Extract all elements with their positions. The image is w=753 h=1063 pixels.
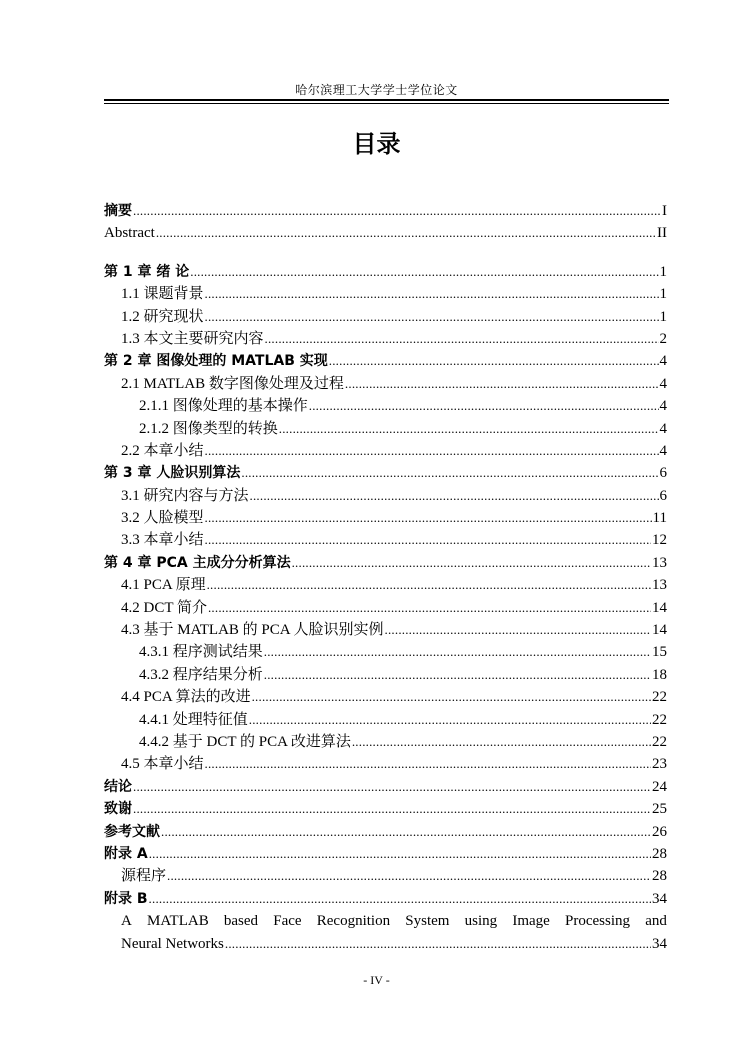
toc-entry-title: 结论 [104,778,132,795]
toc-entry[interactable] [104,731,667,753]
toc-entry-title: 1.3 本文主要研究内容 [121,330,264,347]
toc-entry-title: 2.2 本章小结 [121,442,204,459]
toc-entry-page: 15 [652,644,667,661]
toc-entry-title: 4.3.1 程序测试结果 [139,644,263,661]
toc-entry-word: MATLAB [147,913,209,930]
toc-entry-title: 摘要 [104,203,132,219]
toc-entry[interactable] [104,485,667,507]
toc-entry-page: 22 [652,711,667,728]
toc-entry-title: 源程序 [121,868,167,885]
toc-entry-page: 4 [659,375,667,392]
toc-entry-word: using [464,913,498,930]
toc-entry-title: 第 2 章 图像处理的 MATLAB 实现 [104,353,328,370]
toc-entry-title: 致谢 [104,801,132,818]
toc-entry-title: 2.1 MATLAB 数字图像处理及过程 [121,375,344,392]
toc-entry-word: Image [512,913,550,930]
toc-entry-title: 4.1 PCA 原理 [121,577,206,594]
toc-entry-page: 25 [652,801,667,818]
header-rule-thick [104,99,669,101]
toc-entry-page: 23 [652,756,667,773]
toc-entry-title: 参考文献 [104,823,160,840]
table-of-contents [104,200,667,955]
header-rule-thin [104,103,669,104]
toc-entry-title: 3.3 本章小结 [121,532,204,549]
toc-leader-dots [249,709,651,731]
toc-leader-dots [252,686,651,708]
toc-leader-dots [205,283,659,305]
toc-leader-dots [161,821,651,843]
toc-entry-line1 [121,910,667,932]
toc-leader-dots [385,619,651,641]
toc-leader-dots [133,200,661,222]
toc-entry-page: 14 [652,622,667,639]
toc-entry-page: 22 [652,733,667,750]
toc-entry[interactable] [104,709,667,731]
toc-entry-word: System [405,913,450,930]
toc-entry[interactable] [104,843,667,865]
toc-entry[interactable] [104,440,667,462]
toc-entry[interactable] [104,664,667,686]
toc-entry[interactable] [104,200,667,222]
toc-entry-page: 11 [652,510,667,527]
toc-entry[interactable] [104,776,667,798]
toc-entry[interactable] [104,686,667,708]
toc-entry-page: 28 [652,868,667,885]
toc-entry[interactable] [104,395,667,417]
toc-leader-dots [309,395,659,417]
running-header: 哈尔滨理工大学学士学位论文 [295,83,458,97]
toc-entry[interactable] [104,418,667,440]
toc-entry[interactable] [104,306,667,328]
toc-entry-title: 4.2 DCT 简介 [121,599,207,616]
toc-leader-dots [207,574,651,596]
toc-leader-dots [279,418,659,440]
toc-leader-dots [133,776,651,798]
toc-entry-title: 3.2 人脸模型 [121,510,204,527]
toc-entry-page: 2 [659,330,667,347]
toc-entry-word: Processing [565,913,631,930]
toc-front-matter [104,200,667,245]
toc-entry-title: 1.2 研究现状 [121,308,204,325]
toc-entry[interactable] [104,222,667,244]
toc-leader-dots [205,440,659,462]
toc-entry-title: 4.4.2 基于 DCT 的 PCA 改进算法 [139,733,351,750]
toc-main [104,261,667,910]
toc-leader-dots [205,507,652,529]
toc-leader-dots [156,222,656,244]
toc-leader-dots [264,664,651,686]
toc-leader-dots [250,485,659,507]
toc-leader-dots [190,261,658,283]
toc-leader-dots [292,552,651,574]
toc-entry[interactable] [104,283,667,305]
toc-entry-page: II [657,225,667,242]
toc-entry[interactable] [104,597,667,619]
toc-entry-title: 1.1 课题背景 [121,286,204,303]
toc-leader-dots [133,798,651,820]
toc-leader-dots [265,328,659,350]
toc-leader-dots [205,306,659,328]
toc-entry-page: 6 [659,487,667,504]
toc-entry-title: Abstract [104,225,155,242]
toc-entry-page: 4 [659,353,667,370]
toc-entry[interactable] [104,865,667,887]
toc-entry[interactable] [104,350,667,372]
toc-leader-dots [149,888,651,910]
toc-entry-page: 13 [652,577,667,594]
toc-entry-page: 14 [652,599,667,616]
toc-entry-word: Face [273,913,302,930]
toc-entry-title: 第 3 章 人脸识别算法 [104,465,241,482]
toc-entry-appendix-b-item[interactable] [104,910,667,955]
toc-leader-dots [264,641,651,663]
toc-entry-page: 26 [652,823,667,840]
toc-entry[interactable] [104,821,667,843]
toc-entry[interactable] [104,574,667,596]
toc-entry[interactable] [104,888,667,910]
toc-leader-dots [225,933,651,955]
toc-entry-page: 1 [659,308,667,325]
toc-entry-word: and [645,913,667,930]
toc-entry-page: 34 [652,935,667,952]
toc-entry-title: 4.4 PCA 算法的改进 [121,689,251,706]
toc-entry[interactable] [104,529,667,551]
toc-entry-title: 4.4.1 处理特征值 [139,711,248,728]
toc-entry-page: 18 [652,666,667,683]
toc-entry-title: 附录 B [104,890,148,907]
toc-leader-dots [205,753,651,775]
toc-entry-word: A [121,913,132,930]
toc-entry-word: Recognition [316,913,391,930]
toc-entry-page: 4 [659,398,667,415]
toc-entry-page: 22 [652,689,667,706]
toc-entry-title: 附录 A [104,845,148,862]
toc-entry-title: 4.3.2 程序结果分析 [139,666,263,683]
toc-entry-title: 2.1.2 图像类型的转换 [139,420,278,437]
toc-entry-title: 2.1.1 图像处理的基本操作 [139,398,308,415]
toc-entry-page: 28 [652,845,667,862]
toc-entry[interactable] [104,462,667,484]
toc-entry-page: 4 [659,442,667,459]
toc-entry[interactable] [104,373,667,395]
toc-entry-title: 第 1 章 绪 论 [104,263,190,280]
toc-entry[interactable] [104,641,667,663]
toc-entry-title-line2: Neural Networks [121,935,224,952]
toc-entry-page: 24 [652,778,667,795]
toc-gap [104,245,667,261]
toc-leader-dots [167,865,651,887]
toc-entry-title: 4.3 基于 MATLAB 的 PCA 人脸识别实例 [121,622,384,639]
toc-entry-page: 6 [659,465,667,482]
toc-entry-title: 3.1 研究内容与方法 [121,487,249,504]
toc-entry[interactable] [104,507,667,529]
toc-entry[interactable] [104,552,667,574]
page-number-footer: - IV - [363,973,390,987]
page-title: 目录 [352,130,401,158]
toc-entry[interactable] [104,619,667,641]
toc-entry[interactable] [104,261,667,283]
toc-entry-title: 第 4 章 PCA 主成分分析算法 [104,554,291,571]
toc-leader-dots [149,843,651,865]
toc-leader-dots [329,350,659,372]
toc-entry[interactable] [104,798,667,820]
toc-leader-dots [205,529,651,551]
toc-entry-page: 1 [659,286,667,303]
toc-entry-page: 13 [652,554,667,571]
toc-entry[interactable] [104,753,667,775]
toc-entry-page: 12 [652,532,667,549]
toc-leader-dots [208,597,651,619]
toc-entry-page: I [662,203,667,219]
toc-leader-dots [352,731,651,753]
toc-entry-page: 1 [659,263,667,280]
toc-entry[interactable] [104,328,667,350]
toc-entry-word: based [223,913,259,930]
toc-entry-title: 4.5 本章小结 [121,756,204,773]
toc-entry-page: 34 [652,890,667,907]
toc-leader-dots [345,373,659,395]
toc-leader-dots [241,462,658,484]
toc-entry-page: 4 [659,420,667,437]
